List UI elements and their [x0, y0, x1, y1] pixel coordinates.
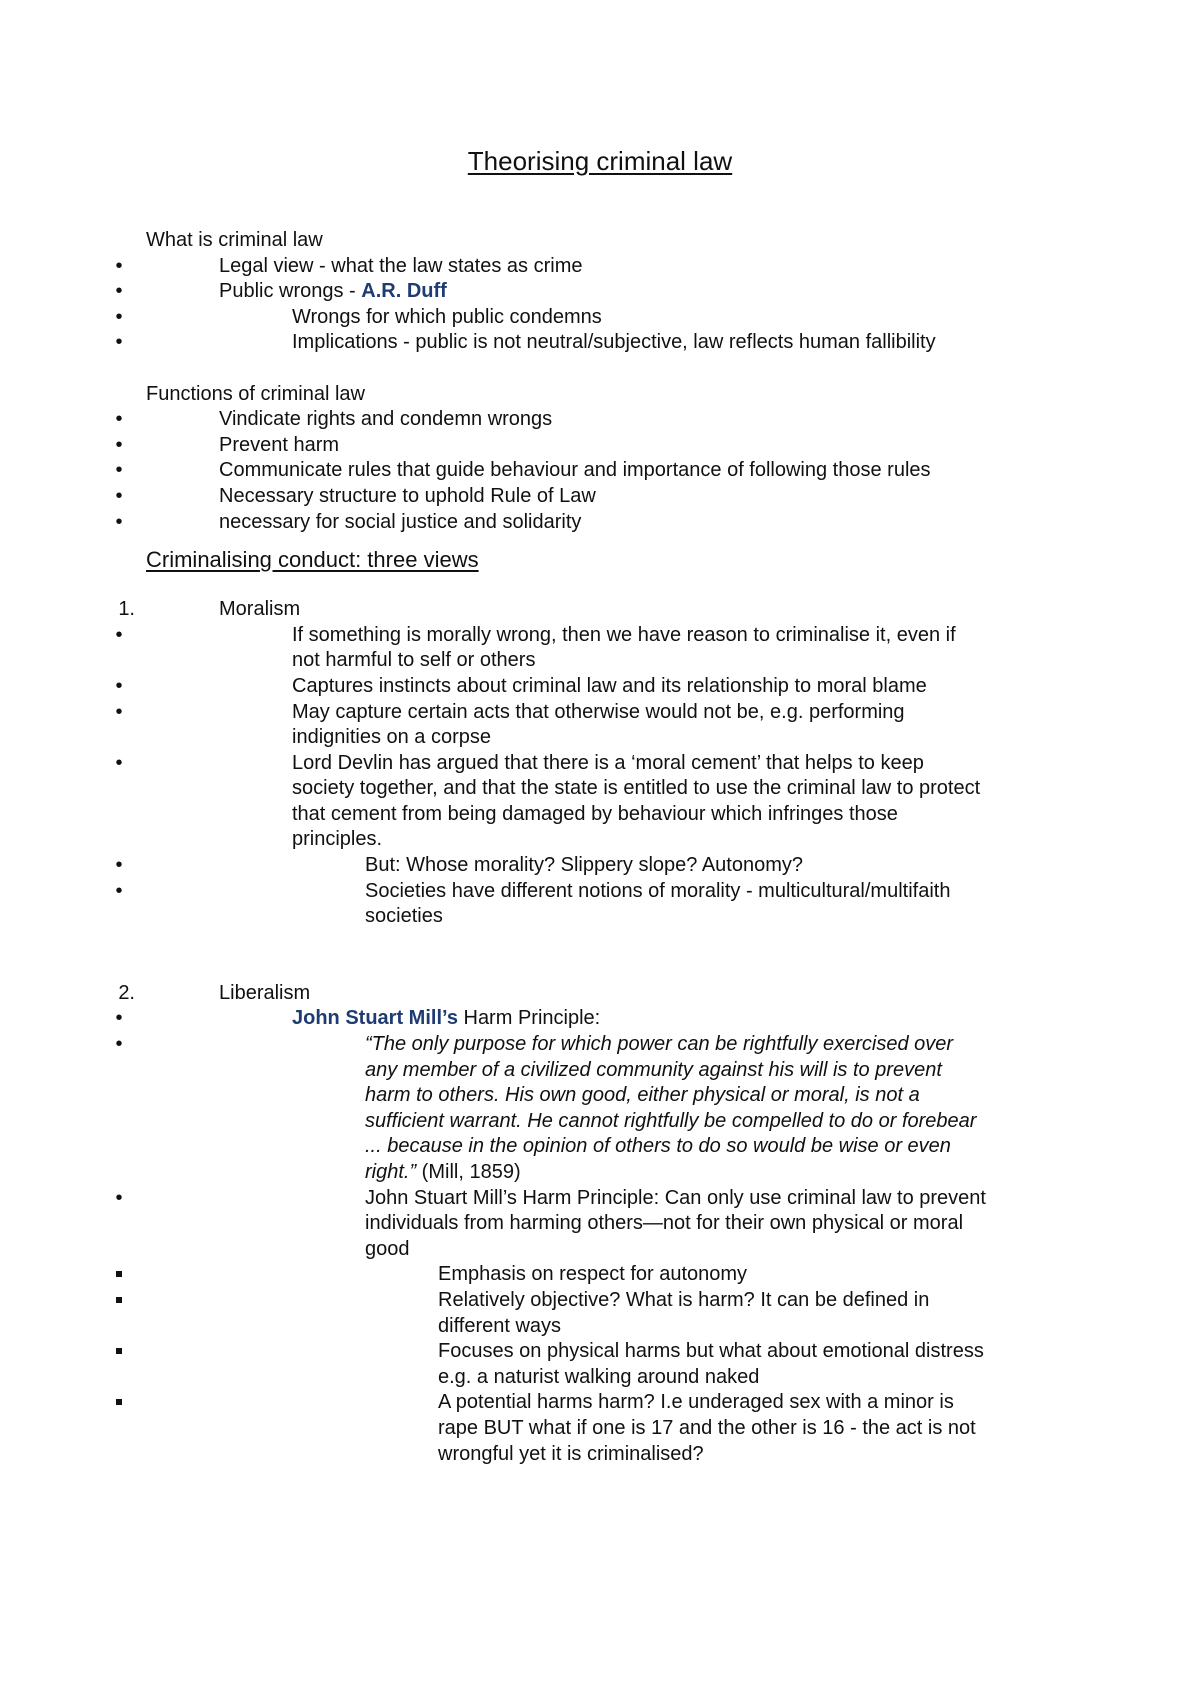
quote-continuation: harm to others. His own good, either physical or moral, is not a [365, 1084, 920, 1107]
bullet-icon: • [115, 751, 123, 774]
list-item: • If something is morally wrong, then we have reason to criminalise it, even if [146, 623, 1106, 649]
square-bullet-icon [109, 1390, 129, 1416]
what-is-list [115, 254, 1106, 356]
list-item-moralism: 1. Moralism [118, 598, 301, 621]
list-item-continuation: different ways [438, 1314, 562, 1337]
bullet-icon: • [115, 254, 123, 277]
square-bullet-icon [109, 1339, 129, 1365]
bullet-icon: • [115, 623, 123, 646]
views-list [118, 597, 1106, 623]
mill-name: John Stuart Mill’s [292, 1007, 458, 1030]
bullet-icon: • [115, 854, 123, 877]
list-item-continuation: not harmful to self or others [292, 649, 536, 672]
list-item-continuation: societies [365, 905, 443, 928]
section-heading-functions: Functions of criminal law [146, 382, 365, 405]
bullet-icon: • [115, 700, 123, 723]
bullet-icon: • [115, 433, 123, 456]
list-item-continuation: e.g. a naturist walking around naked [438, 1365, 760, 1388]
document-body [115, 228, 1106, 1467]
quote-continuation: ... because in the opinion of others to do so would be wise or even [365, 1135, 951, 1158]
bullet-icon: • [115, 408, 123, 431]
list-item: A potential harms harm? I.e underaged sex with a minor is [146, 1390, 1106, 1416]
list-item: • Legal view - what the law states as crime [146, 254, 1106, 280]
list-item-continuation: that cement from being damaged by behaviour which infringes those [292, 802, 898, 825]
bullet-icon: • [115, 305, 123, 328]
bullet-icon: • [115, 484, 123, 507]
section-heading-criminalising: Criminalising conduct: three views [146, 547, 479, 573]
functions-list [115, 407, 1106, 535]
square-bullet-icon [109, 1262, 129, 1288]
list-item: Relatively objective? What is harm? It can be defined in [146, 1288, 1106, 1314]
moralism-points [115, 623, 1106, 930]
list-item: • Public wrongs - A.R. Duff [146, 279, 1106, 305]
list-item: • Vindicate rights and condemn wrongs [146, 407, 1106, 433]
list-item-continuation: indignities on a corpse [292, 726, 492, 749]
quote-citation: (Mill, 1859) [416, 1161, 521, 1183]
bullet-icon: • [115, 674, 123, 697]
list-item: • Societies have different notions of morality - multicultural/multifaith [146, 879, 1106, 905]
list-item: Focuses on physical harms but what about emotional distress [146, 1339, 1106, 1365]
bullet-icon: • [115, 459, 123, 482]
list-item: • John Stuart Mill’s Harm Principle: Can only use criminal law to prevent [146, 1186, 1106, 1212]
list-item: • Necessary structure to uphold Rule of Law [146, 484, 1106, 510]
page-title: Theorising criminal law [467, 146, 733, 176]
list-item-continuation: good [365, 1237, 410, 1260]
bullet-icon: • [115, 1007, 123, 1030]
square-bullet-icon [109, 1288, 129, 1314]
bullet-icon: • [115, 510, 123, 533]
quote-continuation: sufficient warrant. He cannot rightfully be compelled to do or forebear [365, 1109, 977, 1132]
quote-item: • “The only purpose for which power can be rightfully exercised over [146, 1032, 1106, 1058]
list-item: • Captures instincts about criminal law and its relationship to moral blame [146, 674, 1106, 700]
list-item-continuation: rape BUT what if one is 17 and the other is 16 - the act is not [438, 1416, 976, 1439]
list-item-continuation: society together, and that the state is entitled to use the criminal law to protect [292, 777, 981, 800]
views-list-2 [118, 981, 1106, 1007]
list-item: • May capture certain acts that otherwise would not be, e.g. performing [146, 700, 1106, 726]
list-item: • Lord Devlin has argued that there is a ‘moral cement’ that helps to keep [146, 751, 1106, 777]
bullet-icon: • [115, 1186, 123, 1209]
list-item: • necessary for social justice and solidarity [146, 510, 1106, 536]
list-item: • John Stuart Mill’s Harm Principle: [146, 1006, 1106, 1032]
list-item: • Prevent harm [146, 433, 1106, 459]
list-item: • Communicate rules that guide behaviour and importance of following those rules [146, 458, 1106, 484]
bullet-icon: • [115, 280, 123, 303]
list-item-continuation: wrongful yet it is criminalised? [438, 1442, 704, 1465]
list-item-liberalism: 2. Liberalism [118, 981, 311, 1004]
list-item: • Implications - public is not neutral/subjective, law reflects human fallibility [146, 330, 1106, 356]
liberalism-points [115, 1006, 1106, 1467]
bullet-icon: • [115, 879, 123, 902]
list-item: • But: Whose morality? Slippery slope? Autonomy? [146, 853, 1106, 879]
section-heading-what-is: What is criminal law [146, 229, 323, 251]
list-item-continuation: individuals from harming others—not for their own physical or moral [365, 1212, 964, 1235]
list-item-continuation: principles. [292, 828, 383, 851]
quote-continuation: right.” (Mill, 1859) [365, 1161, 521, 1183]
list-item: Emphasis on respect for autonomy [146, 1262, 1106, 1288]
bullet-icon: • [115, 331, 123, 354]
quote-continuation: any member of a civilized community against his will is to prevent [365, 1058, 942, 1081]
list-item: • Wrongs for which public condemns [146, 305, 1106, 331]
bullet-icon: • [115, 1033, 123, 1056]
author-name: A.R. Duff [361, 280, 447, 303]
